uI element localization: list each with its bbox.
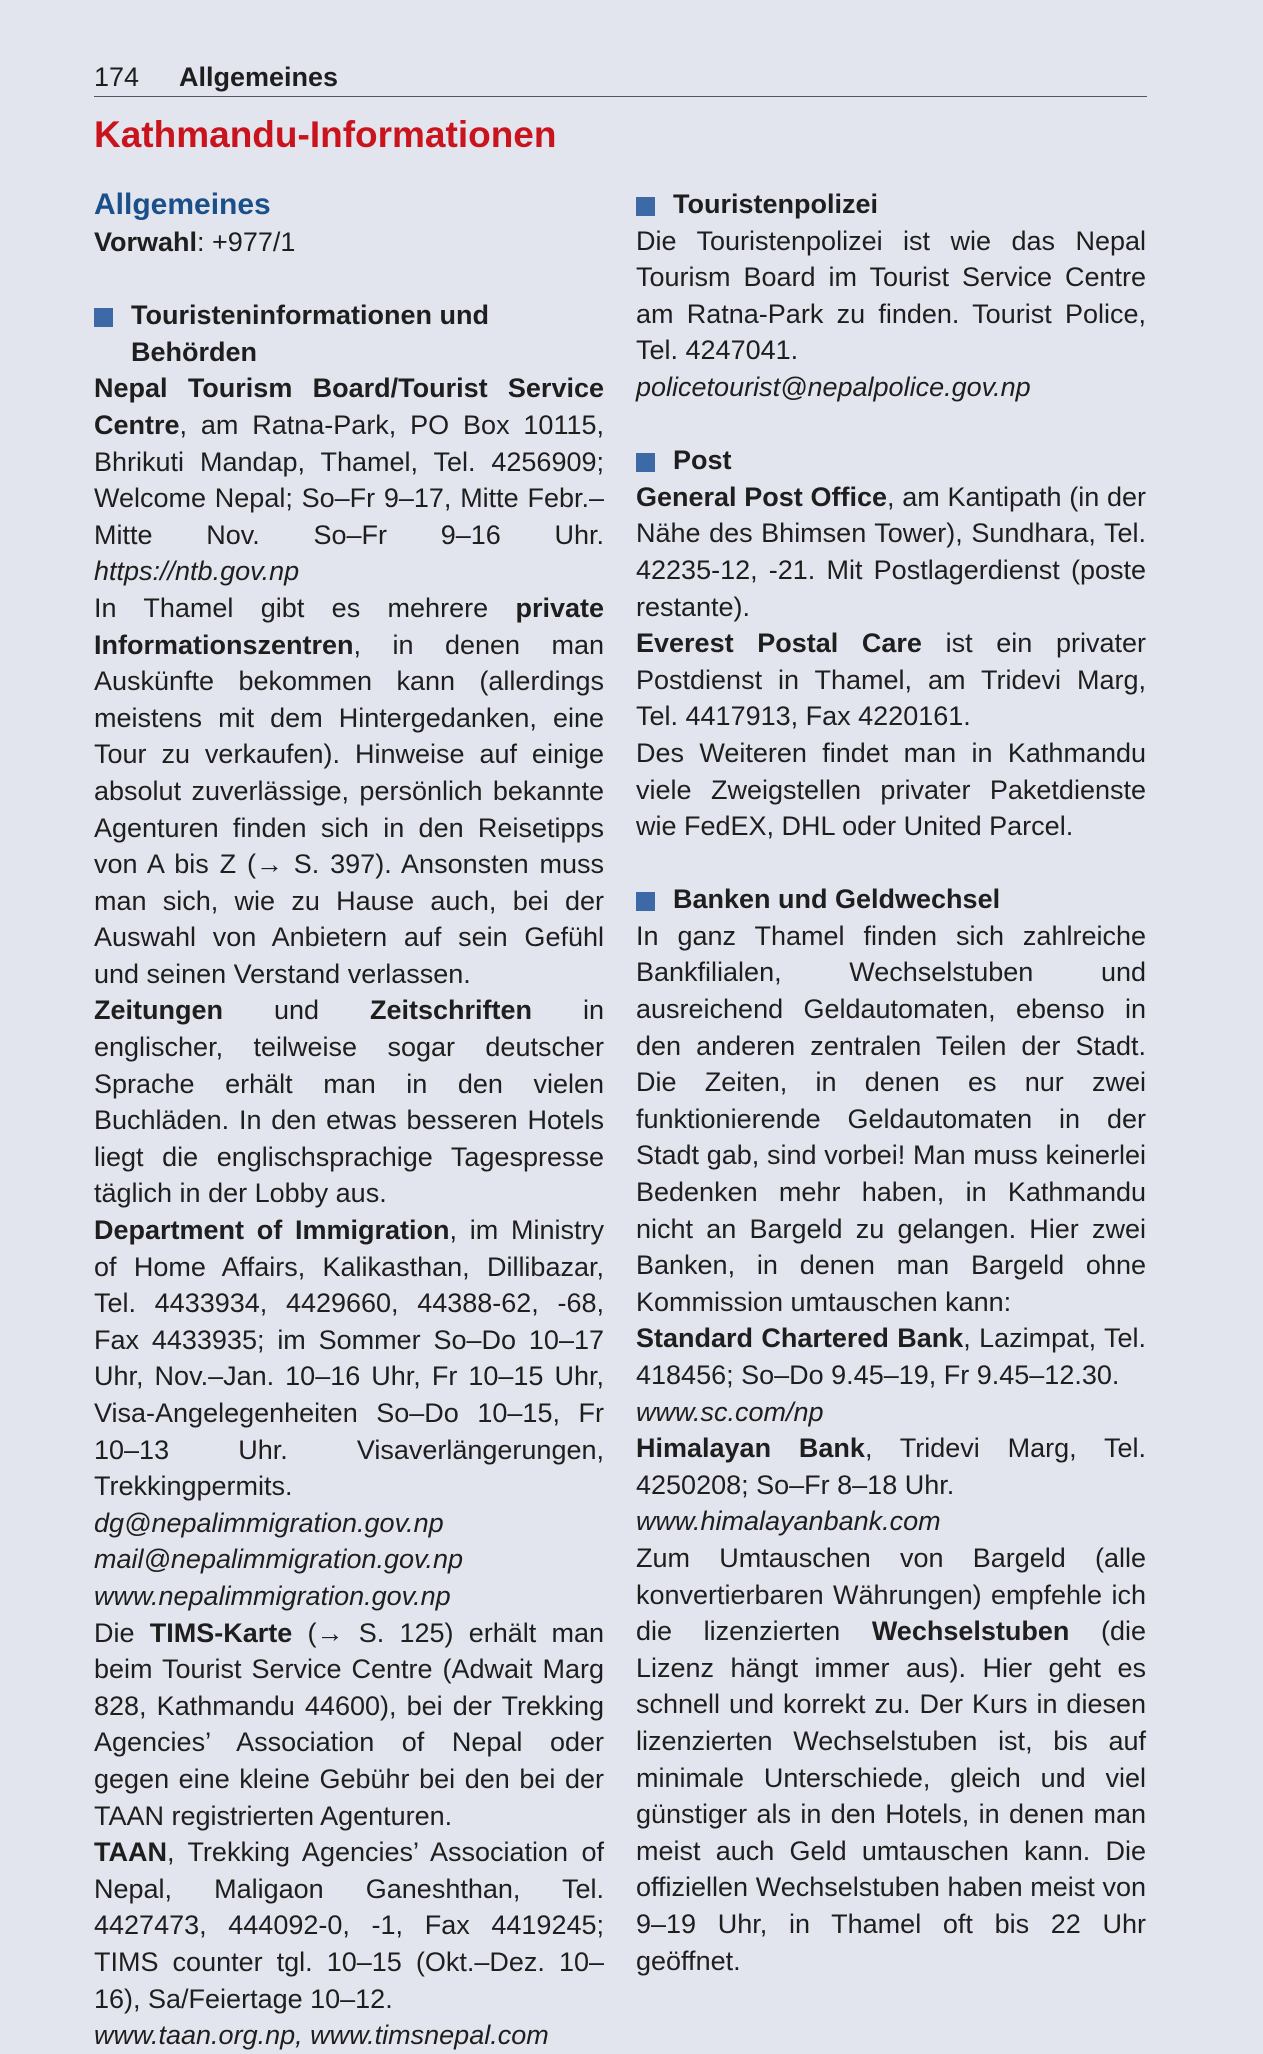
zeitungen-bold: Zeitungen	[94, 995, 223, 1026]
exchange-post: (die Lizenz hängt immer aus). Hier geht es schnell und korrekt zu. Der Kurs in diesen lizenzierten Wechselstuben ist, bis auf minimale Unterschiede, gleich und viel günstiger als in den Hotels, in denen man meist auch Geld umtauschen kann. Die offiziellen Wechselstuben haben meist von 9–19 Uhr, in Thamel oft bis 22 Uhr geöffnet.	[636, 1616, 1146, 1976]
allgemeines-heading: Allgemeines	[94, 188, 271, 221]
taan-links	[94, 2017, 604, 2054]
page-title: Kathmandu-Informationen	[94, 114, 557, 155]
tims-bold: TIMS-Karte	[149, 1617, 293, 1648]
taan-separator: ,	[295, 2020, 311, 2051]
section-heading-text: Banken und Geldwechsel	[673, 884, 1001, 915]
square-bullet-icon	[94, 308, 113, 327]
tims-paragraph	[94, 1615, 604, 1835]
vorwahl-value: : +977/1	[197, 227, 296, 257]
police-paragraph: Die Touristenpolizei ist wie das Nepal Tourism Board im Tourist Service Centre am Ratna-Park zu finden. Tourist Police, Tel. 4247041.	[636, 225, 1146, 366]
immigration-email-2[interactable]: mail@nepalimmigration.gov.np	[94, 1544, 464, 1575]
ntb-paragraph	[94, 370, 604, 590]
sc-name: Standard Chartered Bank	[636, 1323, 964, 1354]
square-bullet-icon	[636, 453, 655, 472]
himalayan-bank-paragraph	[636, 1430, 1146, 1503]
everest-text: ist ein privater Postdienst in Thamel, am Tridevi Marg, Tel. 4417913, Fax 4220161.	[636, 628, 1146, 732]
section-heading-post	[636, 442, 1146, 479]
ntb-name: Nepal Tourism Board/Tourist Service Centre	[94, 373, 604, 440]
hb-url[interactable]: www.himalayanbank.com	[636, 1506, 941, 1537]
section-heading-text: Post	[673, 445, 732, 476]
taan-paragraph	[94, 1834, 604, 2017]
immigration-paragraph	[94, 1212, 604, 1505]
exchange-bold: Wechselstuben	[871, 1616, 1070, 1647]
section-heading-text: Touristeninformationen und Behörden	[131, 300, 489, 367]
private-pre: In Thamel gibt es mehrere	[94, 592, 516, 623]
sc-url[interactable]: www.sc.com/np	[636, 1396, 824, 1427]
taan-text: , Trekking Agencies’ Association of Nepal, Maligaon Ganeshthan, Tel. 4427473, 444092-0, -1, Fax 4419245; TIMS counter tgl. 10–15 (Okt.–Dez. 10–16), Sa/Feiertage 10–12.	[94, 1837, 604, 2014]
zeitungen-paragraph	[94, 992, 604, 1212]
tims-pre: Die	[94, 1617, 150, 1648]
private-post: , in denen man Auskünfte bekommen kann (allerdings meistens mit dem Hintergedanken, eine Tour zu verkaufen). Hinweise auf einige absolut zuverlässige, persönlich bekannte Agenturen finden sich in den Reisetipps von A bis Z (→ S. 397). Ansonsten muss man sich, wie zu Hause auch, bei der Auswahl von Anbietern auf sein Gefühl und seinen Verstand verlassen.	[94, 629, 604, 989]
ntb-text: , am Ratna-Park, PO Box 10115, Bhrikuti Mandap, Thamel, Tel. 4256909; Welcome Nepal; So–Fr 9–17, Mitte Febr.–Mitte Nov. So–Fr 9–16 Uhr.	[94, 409, 604, 550]
zeitungen-post: in englischer, teilweise sogar deutscher Sprache erhält man in den vielen Buchläden. In den etwas besseren Hotels liegt die englischsprachige Tagespresse täglich in der Lobby aus.	[94, 995, 604, 1209]
vorwahl-label: Vorwahl	[94, 227, 198, 257]
right-column	[636, 186, 1146, 1979]
standard-chartered-paragraph	[636, 1320, 1146, 1393]
ntb-url[interactable]: https://ntb.gov.np	[94, 556, 300, 587]
section-heading-text: Touristenpolizei	[673, 189, 879, 219]
section-heading-banken	[636, 881, 1146, 918]
exchange-paragraph	[636, 1540, 1146, 1979]
timsnepal-url[interactable]: www.timsnepal.com	[310, 2020, 549, 2051]
gpo-text: , am Kantipath (in der Nähe des Bhimsen Tower), Sundhara, Tel. 42235-12, -21. Mit Postlagerdienst (poste restante).	[636, 481, 1146, 622]
everest-name: Everest Postal Care	[636, 628, 922, 659]
immigration-text: , im Ministry of Home Affairs, Kalikasthan, Dillibazar, Tel. 4433934, 4429660, 44388-62, -68, Fax 4433935; im Sommer So–Do 10–17 Uhr, Nov.–Jan. 10–16 Uhr, Fr 10–15 Uhr, Visa-Angelegenheiten So–Do 10–15, Fr 10–13 Uhr. Visaverlängerungen, Trekkingpermits.	[94, 1215, 604, 1502]
hb-text: , Tridevi Marg, Tel. 4250208; So–Fr 8–18 Uhr.	[636, 1433, 1147, 1500]
exchange-pre: Zum Umtauschen von Bargeld (alle konvertierbaren Währungen) empfehle ich die lizenzierten	[636, 1542, 1146, 1647]
sc-text: , Lazimpat, Tel. 418456; So–Do 9.45–19, Fr 9.45–12.30.	[636, 1323, 1146, 1390]
everest-paragraph	[636, 625, 1146, 735]
running-header-section: Allgemeines	[179, 62, 339, 92]
post-more-paragraph: Des Weiteren findet man in Kathmandu viele Zweigstellen privater Paketdienste wie FedEX, DHL oder United Parcel.	[636, 737, 1146, 842]
bank-paragraph: In ganz Thamel finden sich zahlreiche Bankfilialen, Wechselstuben und ausreichend Geldautomaten, ebenso in den anderen zentralen Teilen der Stadt. Die Zeiten, in denen es nur zwei funktionierende Geldautomaten in der Stadt gab, sind vorbei! Man muss keinerlei Bedenken mehr haben, in Kathmandu nicht an Bargeld zu gelangen. Hier zwei Banken, in denen man Bargeld ohne Kommission umtauschen kann:	[636, 920, 1146, 1317]
page-number: 174	[94, 62, 140, 92]
section-heading-touristenpolizei	[636, 186, 1146, 223]
taan-name: TAAN	[94, 1837, 167, 1868]
square-bullet-icon	[636, 197, 655, 216]
private-info-paragraph	[94, 590, 604, 993]
hb-name: Himalayan Bank	[636, 1433, 865, 1464]
zeitschriften-bold: Zeitschriften	[369, 995, 532, 1026]
taan-url[interactable]: www.taan.org.np	[94, 2020, 296, 2051]
immigration-email-1[interactable]: dg@nepalimmigration.gov.np	[94, 1507, 444, 1538]
square-bullet-icon	[636, 892, 655, 911]
immigration-name: Department of Immigration	[94, 1215, 450, 1246]
private-bold: private Informationszentren	[94, 592, 604, 660]
und-text: und	[223, 995, 370, 1026]
section-heading-touristeninfo	[94, 297, 604, 370]
left-column	[94, 186, 604, 2054]
running-header	[94, 58, 1147, 97]
tims-post: (→ S. 125) erhält man beim Tourist Service Centre (Adwait Marg 828, Kathmandu 44600), bei der Trekking Agencies’ Association of Nepal oder gegen eine kleine Gebühr bei den bei der TAAN registrierten Agenturen.	[94, 1617, 604, 1831]
vorwahl-line	[94, 224, 604, 261]
gpo-paragraph	[636, 479, 1146, 625]
gpo-name: General Post Office	[636, 481, 888, 512]
immigration-url[interactable]: www.nepalimmigration.gov.np	[94, 1580, 451, 1611]
police-email[interactable]: policetourist@nepalpolice.gov.np	[636, 371, 1031, 402]
